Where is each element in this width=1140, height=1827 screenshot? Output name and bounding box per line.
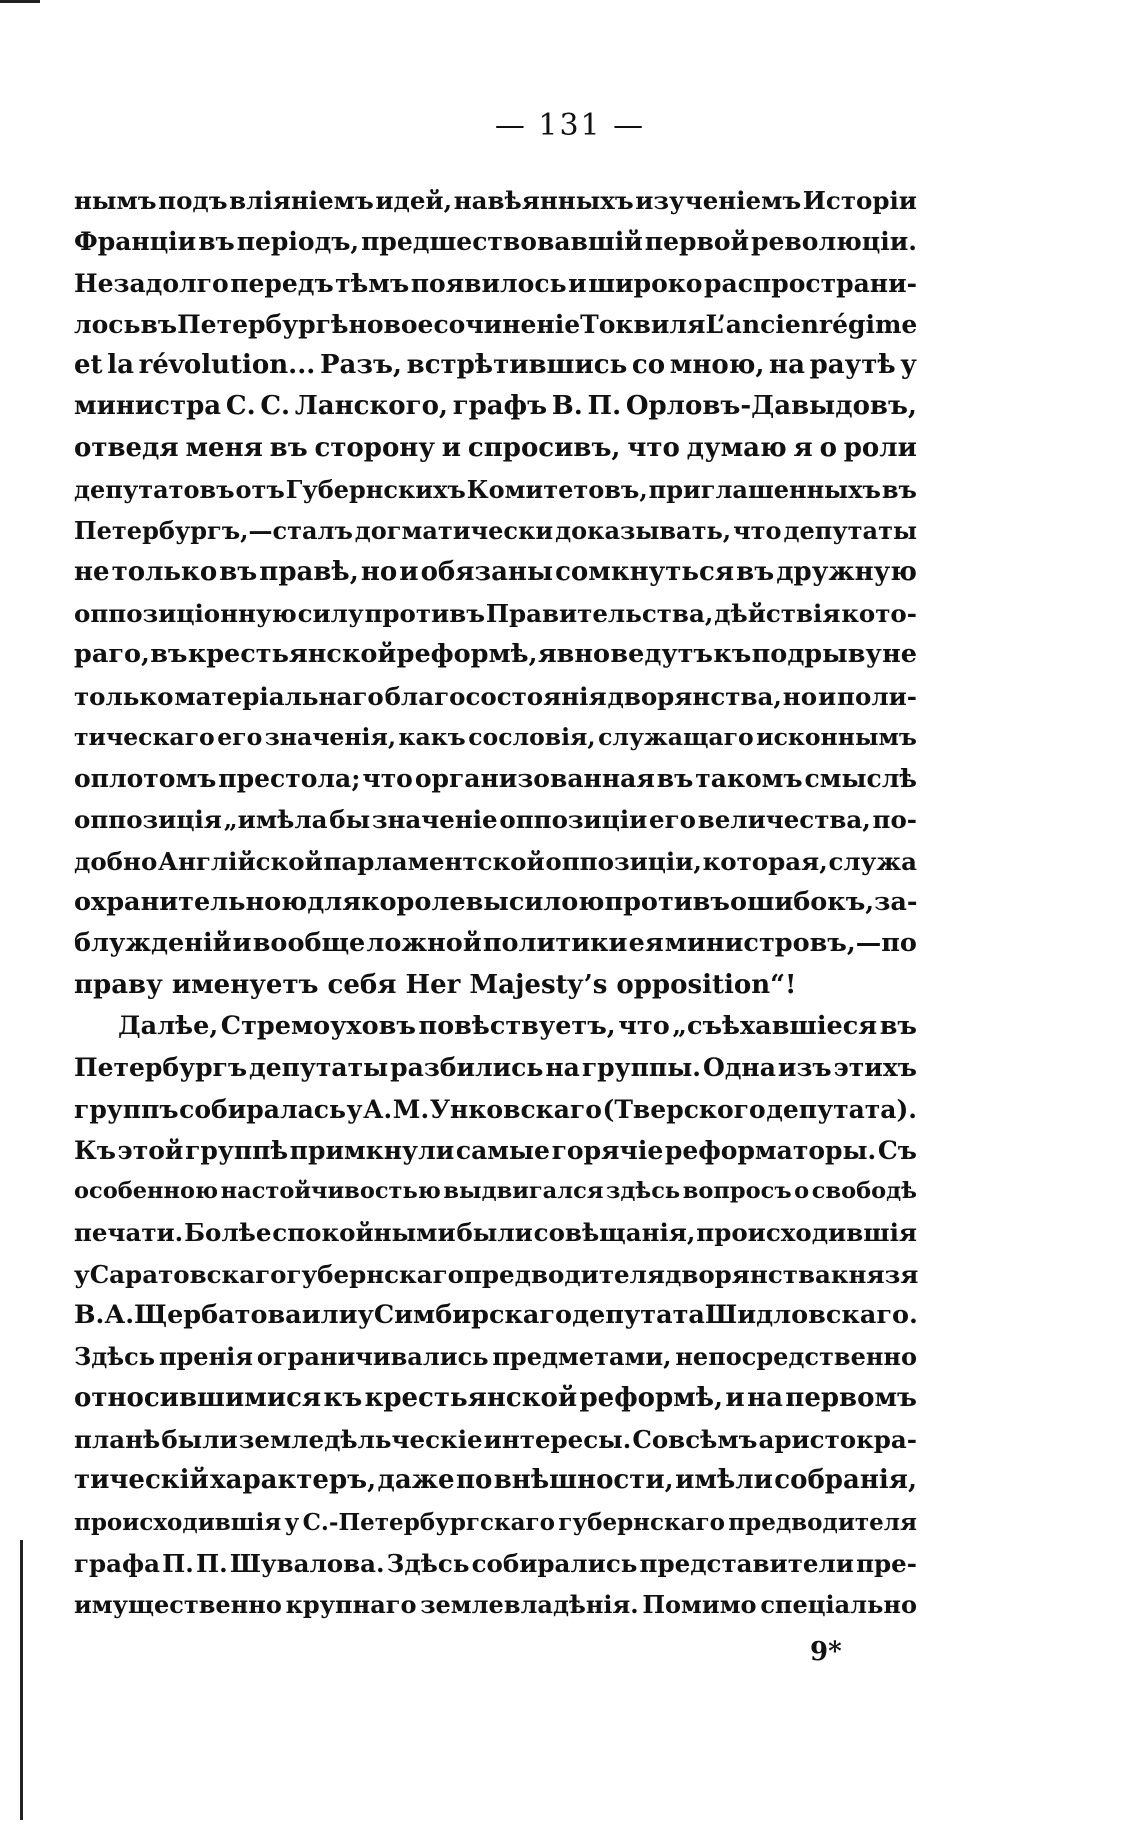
scan-edge-line — [20, 1540, 23, 1820]
text-line: имущественно крупнаго землевладѣнія. Помимо спеціально — [74, 1590, 917, 1620]
page-number: — 131 — — [494, 108, 646, 143]
scan-edge-mark — [0, 0, 40, 3]
text-body — [74, 180, 917, 1625]
text-line: группъ собиралась у А. М. Унковскаго (Тверского депутата). — [74, 1094, 917, 1124]
text-line: блужденій и вообще ложной политики ея министровъ,—по — [74, 928, 917, 959]
text-line: Далѣе, Стремоуховъ повѣствуетъ, что „съѣхавшіеся въ — [118, 1010, 917, 1041]
text-line: Къ этой группѣ примкнули самые горячіе реформаторы. Съ — [74, 1135, 917, 1165]
text-line: оплотомъ престола; что организованная въ такомъ смыслѣ — [74, 764, 917, 794]
text-line: оппозиціонную силу противъ Правительства, дѣйствія кото- — [74, 598, 917, 628]
text-line: добно Англійской парламентской оппозиціи, которая, служа — [74, 846, 917, 876]
text-line: особенною настойчивостью выдвигался здѣсь вопросъ о свободѣ — [74, 1178, 917, 1205]
text-line: Франціи въ періодъ, предшествовавшій первой революціи. — [74, 227, 917, 257]
text-line: Петербургъ,—сталъ догматически доказывать, что депутаты — [74, 516, 917, 546]
text-line: Незадолго передъ тѣмъ появилось и широко распространи- — [74, 268, 917, 298]
text-line: et la révolution... Разъ, встрѣтившись со мною, на раутѣ у — [74, 350, 917, 381]
text-line: планѣ были земледѣльческіе интересы. Совсѣмъ аристокра- — [74, 1424, 917, 1454]
text-line: лось въ Петербургѣ новое сочиненіе Токвиля L’ancien régime — [74, 309, 918, 339]
text-line: министра С. С. Ланского, графъ В. П. Орловъ-Давыдовъ, — [74, 391, 917, 422]
text-line: Здѣсь пренія ограничивались предметами, непосредственно — [74, 1342, 917, 1372]
text-line: графа П. П. Шувалова. Здѣсь собирались представители пре- — [74, 1548, 917, 1578]
text-line: депутатовъ отъ Губернскихъ Комитетовъ, приглашенныхъ въ — [74, 475, 917, 505]
text-line: отведя меня въ сторону и спросивъ, что думаю я о роли — [74, 432, 917, 463]
text-line: у Саратовскаго губернскаго предводителя дворянства князя — [74, 1259, 919, 1289]
text-line: только матеріальнаго благосостоянія дворянства, но и поли- — [74, 681, 917, 711]
text-line: печати. Болѣе спокойными были совѣщанія, происходившія — [74, 1218, 917, 1248]
signature-mark: 9* — [810, 1637, 842, 1667]
text-line: нымъ подъ вліяніемъ идей, навѣянныхъ изученіемъ Исторіи — [74, 186, 917, 215]
text-line: праву именуетъ себя Her Majesty’s opposition“! — [74, 969, 797, 1000]
text-line: тическій характеръ, даже по внѣшности, имѣли собранія, — [74, 1465, 917, 1496]
text-line: раго, въ крестьянской реформѣ, явно ведутъ къ подрыву не — [74, 639, 917, 670]
text-line: происходившія у С.-Петербургскаго губернскаго предводителя — [74, 1508, 917, 1536]
text-line: относившимися къ крестьянской реформѣ, и на первомъ — [74, 1382, 917, 1413]
text-line: В. А. Щербатова или у Симбирскаго депутата Шидловскаго. — [74, 1300, 918, 1331]
text-line: Петербургъ депутаты разбились на группы. Одна изъ этихъ — [74, 1053, 917, 1083]
text-line: не только въ правѣ, но и обязаны сомкнуться въ дружную — [74, 556, 917, 587]
text-line: тическаго его значенія, какъ сословія, служащаго исконнымъ — [74, 722, 917, 751]
text-line: оппозиція „имѣла бы значеніе оппозиціи его величества, по- — [74, 805, 917, 835]
text-line: охранительною для королевы силою противъ ошибокъ, за- — [74, 887, 918, 918]
